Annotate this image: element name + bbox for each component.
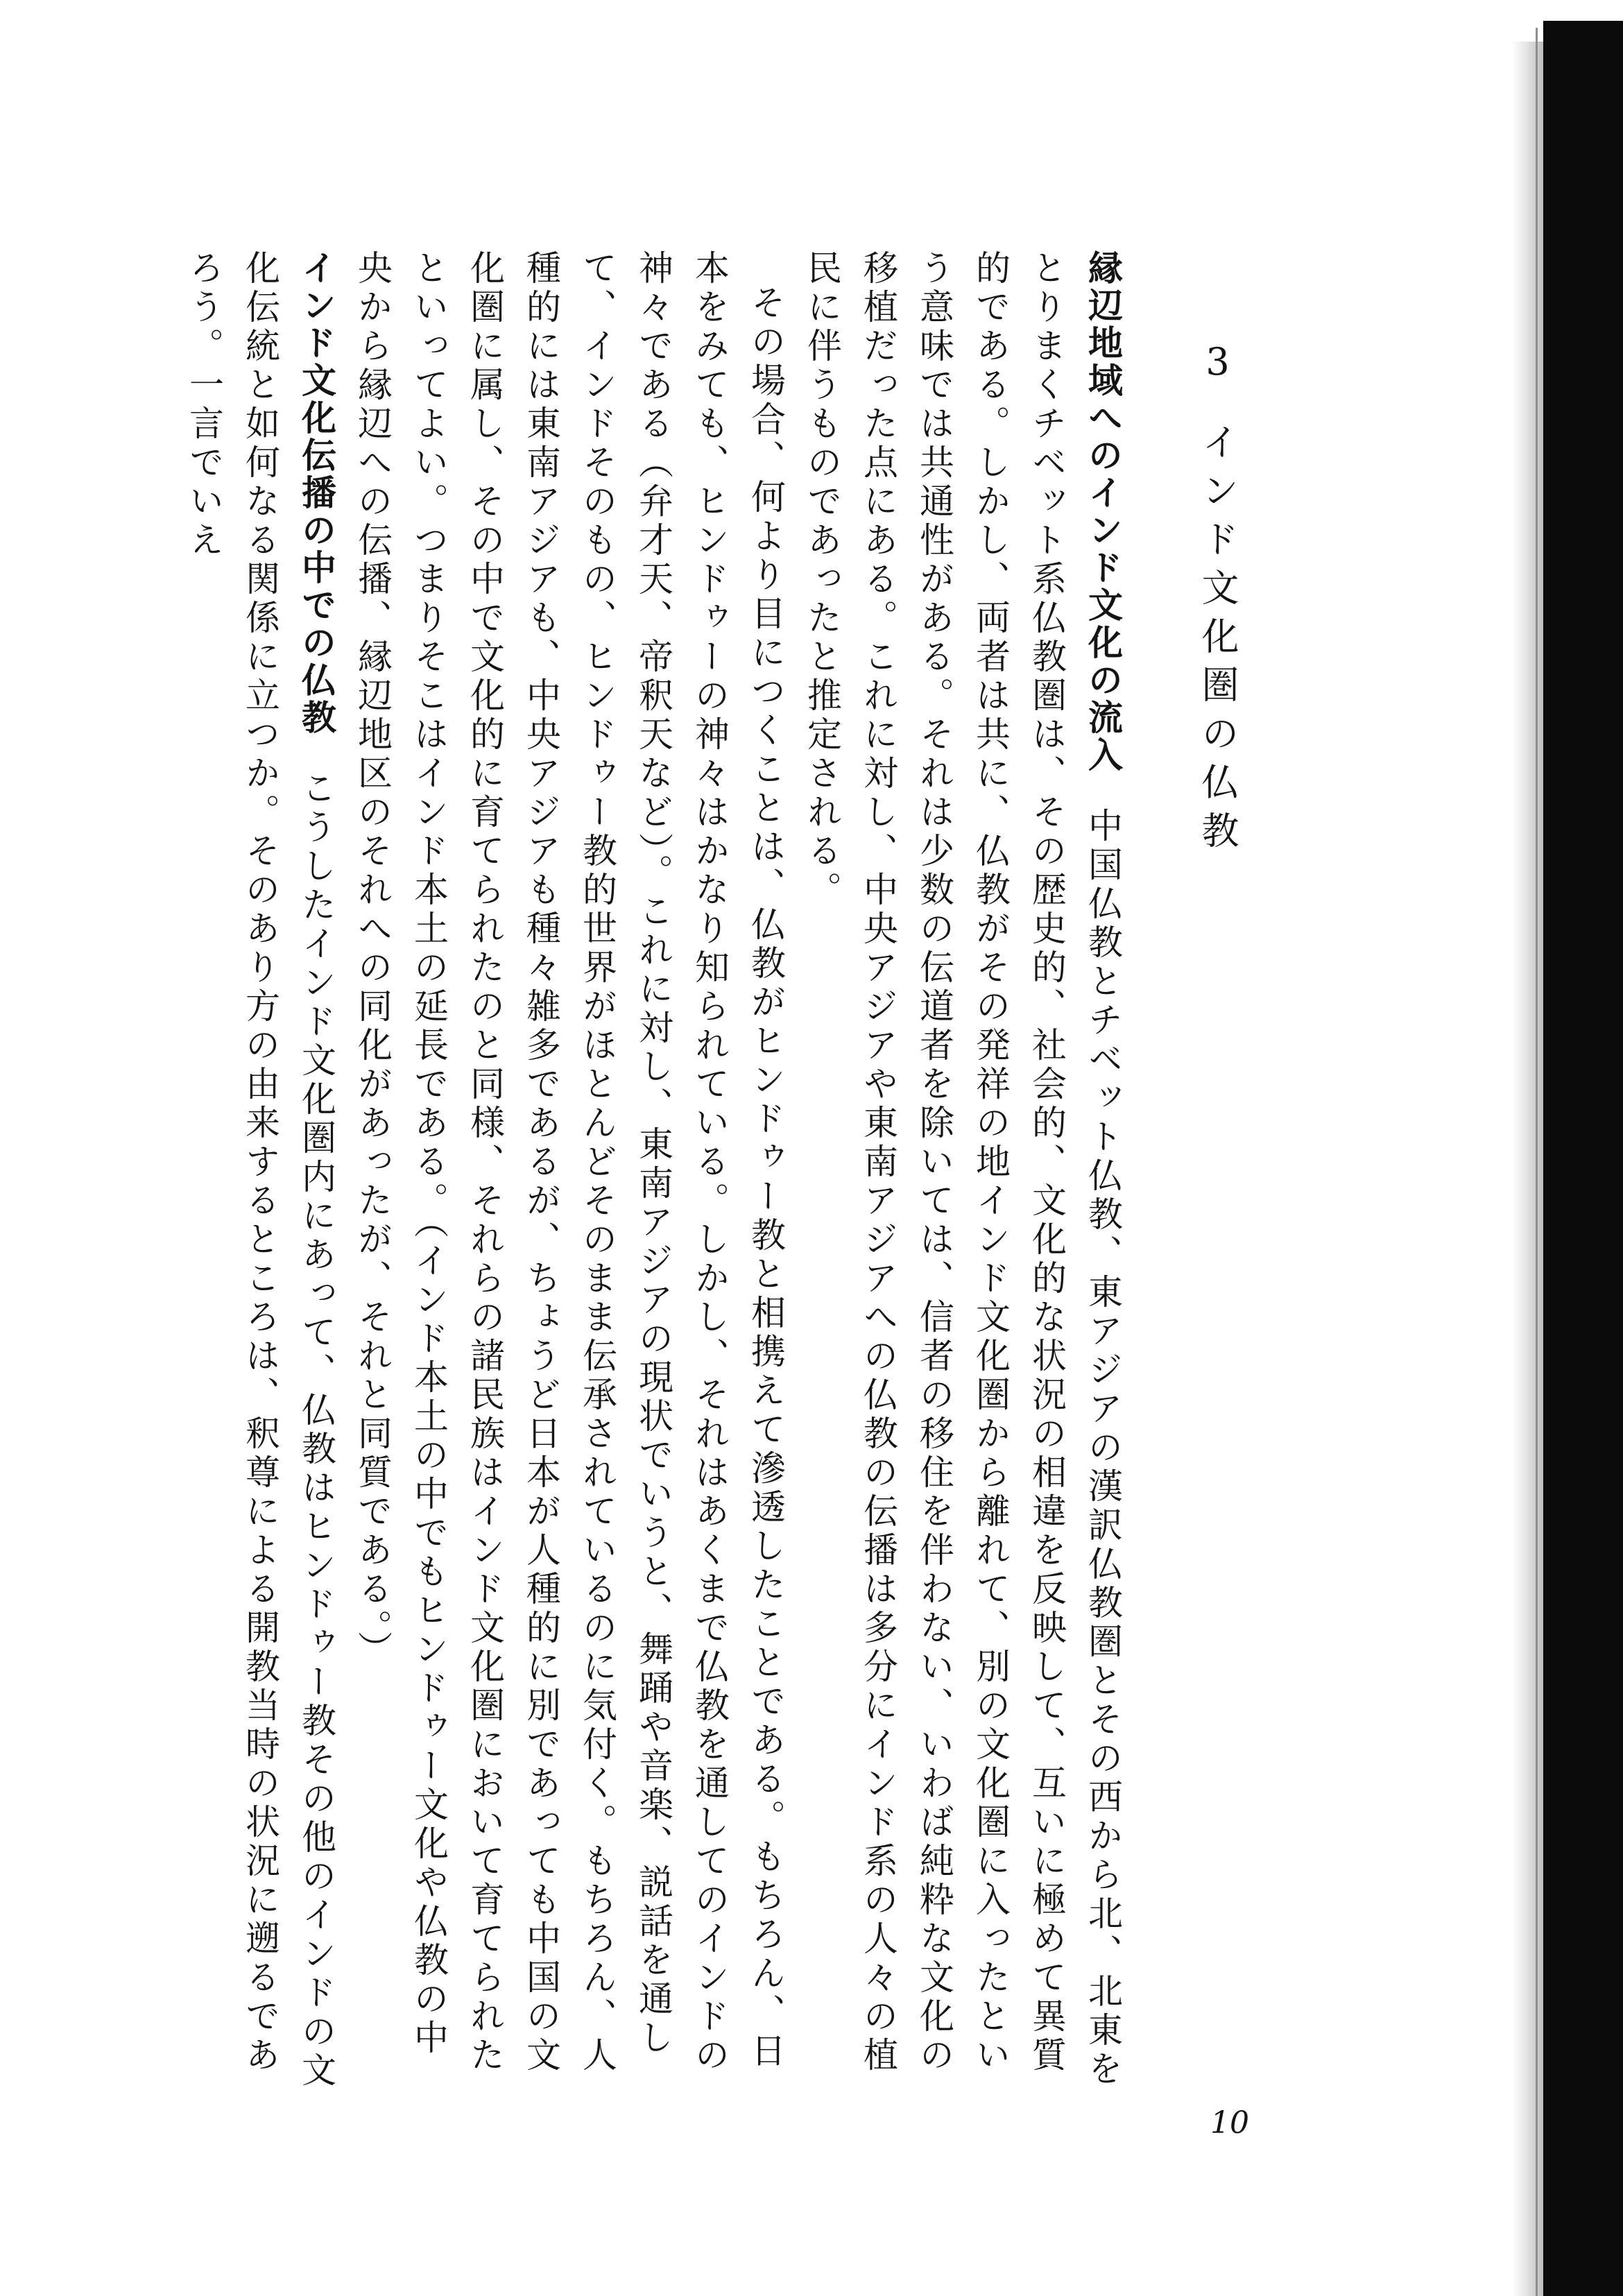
section-1-heading: 縁辺地域へのインド文化の流入 [1083, 250, 1123, 774]
section-1-paragraph-2: その場合、何より目につくことは、仏教がヒンドゥー教と相携えて滲透したことである。もちろん、日本をみても、ヒンドゥーの神々はかなり知られている。しかし、それはあくまで仏教を通してのインドの神々である（弁才天、帝釈天など）。これに対し、東南アジアの現状でいうと、舞踊や音楽、説話を通して、インドそのもの、ヒンドゥー教的世界がほとんどそのまま伝承されているのに気付く。もちろん、人種的には東南アジアも、中央アジアも種々雑多であるが、ちょうど日本が人種的に別であっても中国の文化圏に属し、その中で文化的に育てられたのと同様、それらの諸民族はインド文化圏において育てられたといってよい。つまりそこはインド本土の延長である。（インド本土の中でもヒンドゥー文化や仏教の中央から縁辺への伝播、縁辺地区のそれへの同化があったが、それと同質である。） [352, 250, 786, 2075]
section-2-paragraph-1 [175, 250, 344, 2095]
section-1-paragraph-1-text: 中国仏教とチベット仏教、東アジアの漢訳仏教圏とその西から北、北東をとりまくチベット系仏教圏は、その歴史的、社会的、文化的な状況の相違を反映して、互いに極めて異質的である。しかし、両者は共に、仏教がその発祥の地インド文化圏から離れて、別の文化圏に入ったという意味では共通性がある。それは少数の伝道者を除いては、信者の移住を伴わない、いわば純粋な文化の移植だった点にある。これに対し、中央アジアや東南アジアへの仏教の伝播は多分にインド系の人々の植民に伴うものであったと推定される。 [802, 250, 1123, 2089]
page-binding-line [1536, 28, 1538, 2296]
chapter-number: 3 [1196, 340, 1239, 395]
section-1-paragraph-1 [793, 250, 1131, 2095]
page-number: 10 [1210, 2105, 1249, 2141]
chapter-heading [1186, 250, 1248, 2095]
vertical-text-body [111, 250, 1248, 2095]
section-2-heading: インド文化伝播の中での仏教 [296, 250, 336, 737]
section-2-paragraph-1-text: こうしたインド文化圏内にあって、仏教はヒンドゥー教その他のインドの文化伝統と如何なる関係に立つか。そのあり方の由来するところは、釈尊による開教当時の状況に遡るであろう。一言でいえ [184, 250, 336, 2091]
chapter-title: インド文化圏の仏教 [1196, 422, 1239, 859]
page-binding-edge [1543, 21, 1623, 2296]
page-binding-shadow [1512, 42, 1543, 2296]
